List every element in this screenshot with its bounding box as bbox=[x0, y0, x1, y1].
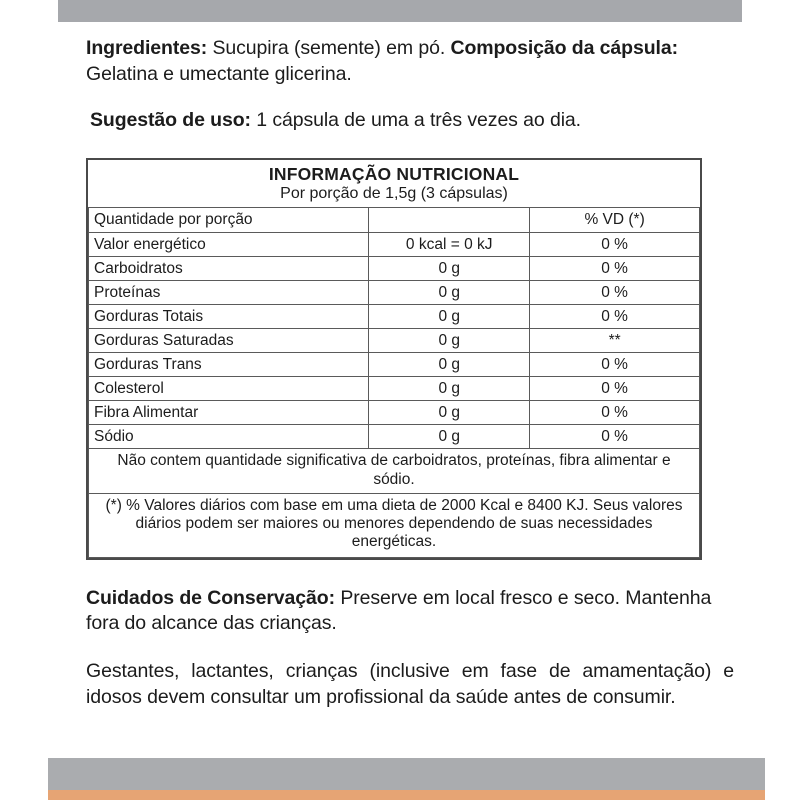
nutrient-dv: 0 % bbox=[530, 401, 700, 425]
care-paragraph bbox=[86, 586, 734, 637]
table-row bbox=[89, 401, 700, 425]
nutrient-name: Carboidratos bbox=[89, 257, 369, 281]
table-row bbox=[89, 425, 700, 449]
note-daily-values: (*) % Valores diários com base em uma dieta de 2000 Kcal e 8400 KJ. Seus valores diários podem ser maiores ou menores dependendo de suas necessidades energéticas. bbox=[89, 493, 700, 557]
table-note-row bbox=[89, 449, 700, 494]
packaging-accent-stripe bbox=[48, 790, 765, 800]
nutrient-value: 0 g bbox=[369, 401, 530, 425]
table-caption-row bbox=[89, 160, 700, 208]
nutrient-value: 0 g bbox=[369, 377, 530, 401]
nutrient-dv: 0 % bbox=[530, 233, 700, 257]
table-header-row bbox=[89, 208, 700, 233]
capsule-composition-text: Gelatina e umectante glicerina. bbox=[86, 62, 352, 85]
nutrient-dv: 0 % bbox=[530, 425, 700, 449]
table-title: INFORMAÇÃO NUTRICIONAL bbox=[268, 163, 520, 184]
table-row bbox=[89, 305, 700, 329]
nutrient-value: 0 g bbox=[369, 281, 530, 305]
care-text: Preserve em local fresco e seco. Mantenha fora do alcance das crianças. bbox=[86, 586, 712, 635]
packaging-band-top bbox=[58, 0, 742, 22]
header-amount-per-serving: Quantidade por porção bbox=[89, 208, 369, 233]
nutrient-name: Sódio bbox=[89, 425, 369, 449]
header-value bbox=[369, 208, 530, 233]
nutrient-name: Gorduras Totais bbox=[89, 305, 369, 329]
nutrition-table bbox=[88, 160, 700, 558]
warning-paragraph: Gestantes, lactantes, crianças (inclusive em fase de amamentação) e idosos devem consultar um profissional da saúde antes de consumir. bbox=[86, 660, 734, 708]
nutrient-value: 0 g bbox=[369, 257, 530, 281]
nutrient-name: Fibra Alimentar bbox=[89, 401, 369, 425]
care-heading: Cuidados de Conservação: bbox=[86, 586, 335, 609]
note-insignificant-amount: Não contem quantidade significativa de carboidratos, proteínas, fibra alimentar e sódio. bbox=[89, 449, 700, 494]
table-row bbox=[89, 329, 700, 353]
nutrient-name: Gorduras Trans bbox=[89, 353, 369, 377]
usage-paragraph bbox=[86, 108, 734, 134]
usage-heading: Sugestão de uso: bbox=[90, 108, 251, 131]
table-caption-cell bbox=[89, 160, 700, 208]
ingredients-paragraph bbox=[86, 36, 734, 88]
label-content bbox=[86, 36, 734, 711]
packaging-band-bottom bbox=[48, 758, 765, 792]
table-row bbox=[89, 377, 700, 401]
table-row bbox=[89, 353, 700, 377]
usage-text: 1 cápsula de uma a três vezes ao dia. bbox=[250, 108, 581, 131]
nutrient-dv: 0 % bbox=[530, 281, 700, 305]
nutrient-dv: 0 % bbox=[530, 257, 700, 281]
nutrient-dv: 0 % bbox=[530, 353, 700, 377]
nutrient-name: Colesterol bbox=[89, 377, 369, 401]
table-row bbox=[89, 281, 700, 305]
nutrient-value: 0 kcal = 0 kJ bbox=[369, 233, 530, 257]
table-row bbox=[89, 257, 700, 281]
ingredients-heading: Ingredientes: bbox=[86, 37, 208, 59]
nutrient-value: 0 g bbox=[369, 353, 530, 377]
nutrient-dv: 0 % bbox=[530, 305, 700, 329]
nutrition-facts-table bbox=[86, 158, 702, 560]
nutrient-name: Gorduras Saturadas bbox=[89, 329, 369, 353]
nutrient-name: Proteínas bbox=[89, 281, 369, 305]
table-row bbox=[89, 233, 700, 257]
ingredients-text: Sucupira (semente) em pó. bbox=[207, 37, 451, 59]
nutrient-dv: ** bbox=[530, 329, 700, 353]
header-percent-dv: % VD (*) bbox=[530, 208, 700, 233]
nutrient-dv: 0 % bbox=[530, 377, 700, 401]
table-footnote-row bbox=[89, 493, 700, 557]
nutrient-value: 0 g bbox=[369, 329, 530, 353]
capsule-composition-heading: Composição da cápsula: bbox=[450, 37, 678, 59]
nutrient-value: 0 g bbox=[369, 305, 530, 329]
table-serving-size: Por porção de 1,5g (3 cápsulas) bbox=[280, 185, 508, 203]
nutrient-value: 0 g bbox=[369, 425, 530, 449]
nutrient-name: Valor energético bbox=[89, 233, 369, 257]
